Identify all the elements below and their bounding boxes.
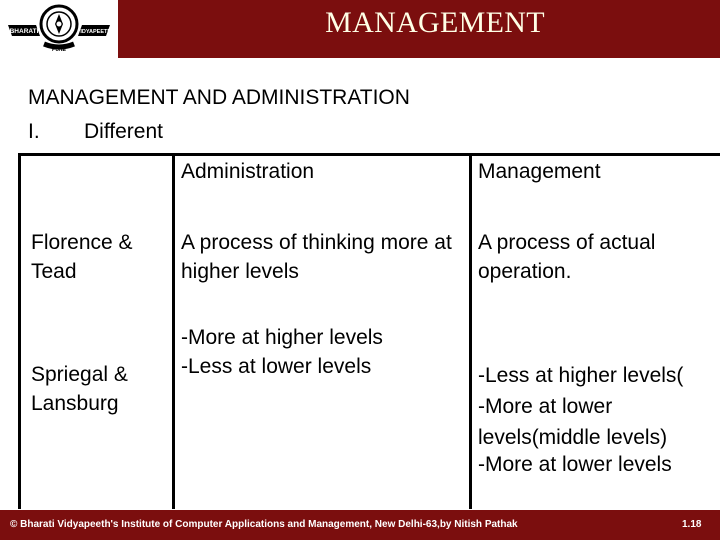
comparison-table bbox=[18, 153, 720, 509]
slide-title: MANAGEMENT bbox=[325, 6, 545, 39]
subheading-number: I. bbox=[28, 120, 40, 143]
cell-line: -More at lower bbox=[478, 395, 613, 418]
institute-logo bbox=[0, 0, 118, 58]
svg-text:VIDYAPEETH: VIDYAPEETH bbox=[76, 29, 112, 35]
row-source bbox=[31, 228, 133, 286]
management-cell-line: -More at lower levels bbox=[478, 453, 672, 476]
row-source bbox=[31, 360, 128, 418]
cell-line: -Less at lower levels bbox=[181, 355, 372, 378]
subheading bbox=[28, 120, 163, 144]
subheading-text: Different bbox=[84, 120, 163, 143]
section-heading: MANAGEMENT AND ADMINISTRATION bbox=[28, 86, 410, 109]
cell-line: -Less at higher levels( bbox=[478, 364, 684, 387]
administration-cell bbox=[181, 323, 471, 381]
svg-text:PUNE: PUNE bbox=[52, 47, 66, 53]
table-column-divider bbox=[18, 153, 21, 509]
table-top-border bbox=[18, 153, 720, 156]
cell-line: -More at higher levels bbox=[181, 326, 383, 349]
source-line: Lansburg bbox=[31, 392, 119, 415]
slide-header bbox=[0, 0, 720, 58]
management-cell bbox=[478, 360, 718, 453]
slide-number: 1.18 bbox=[682, 519, 702, 530]
slide-footer bbox=[0, 510, 720, 540]
source-line: Tead bbox=[31, 260, 77, 283]
svg-text:BHARATI: BHARATI bbox=[9, 28, 39, 35]
column-header-administration: Administration bbox=[181, 160, 315, 183]
source-line: Spriegal & bbox=[31, 363, 128, 386]
source-line: Florence & bbox=[31, 231, 133, 254]
management-cell: A process of actual operation. bbox=[478, 231, 656, 283]
column-header-management: Management bbox=[478, 160, 601, 183]
administration-cell: A process of thinking more at higher levels bbox=[181, 231, 452, 283]
footer-copyright: © Bharati Vidyapeeth's Institute of Computer Applications and Management, New Delhi-63,by Nitish Pathak bbox=[10, 519, 518, 530]
table-column-divider bbox=[172, 153, 175, 509]
cell-line: levels(middle levels) bbox=[478, 426, 668, 449]
